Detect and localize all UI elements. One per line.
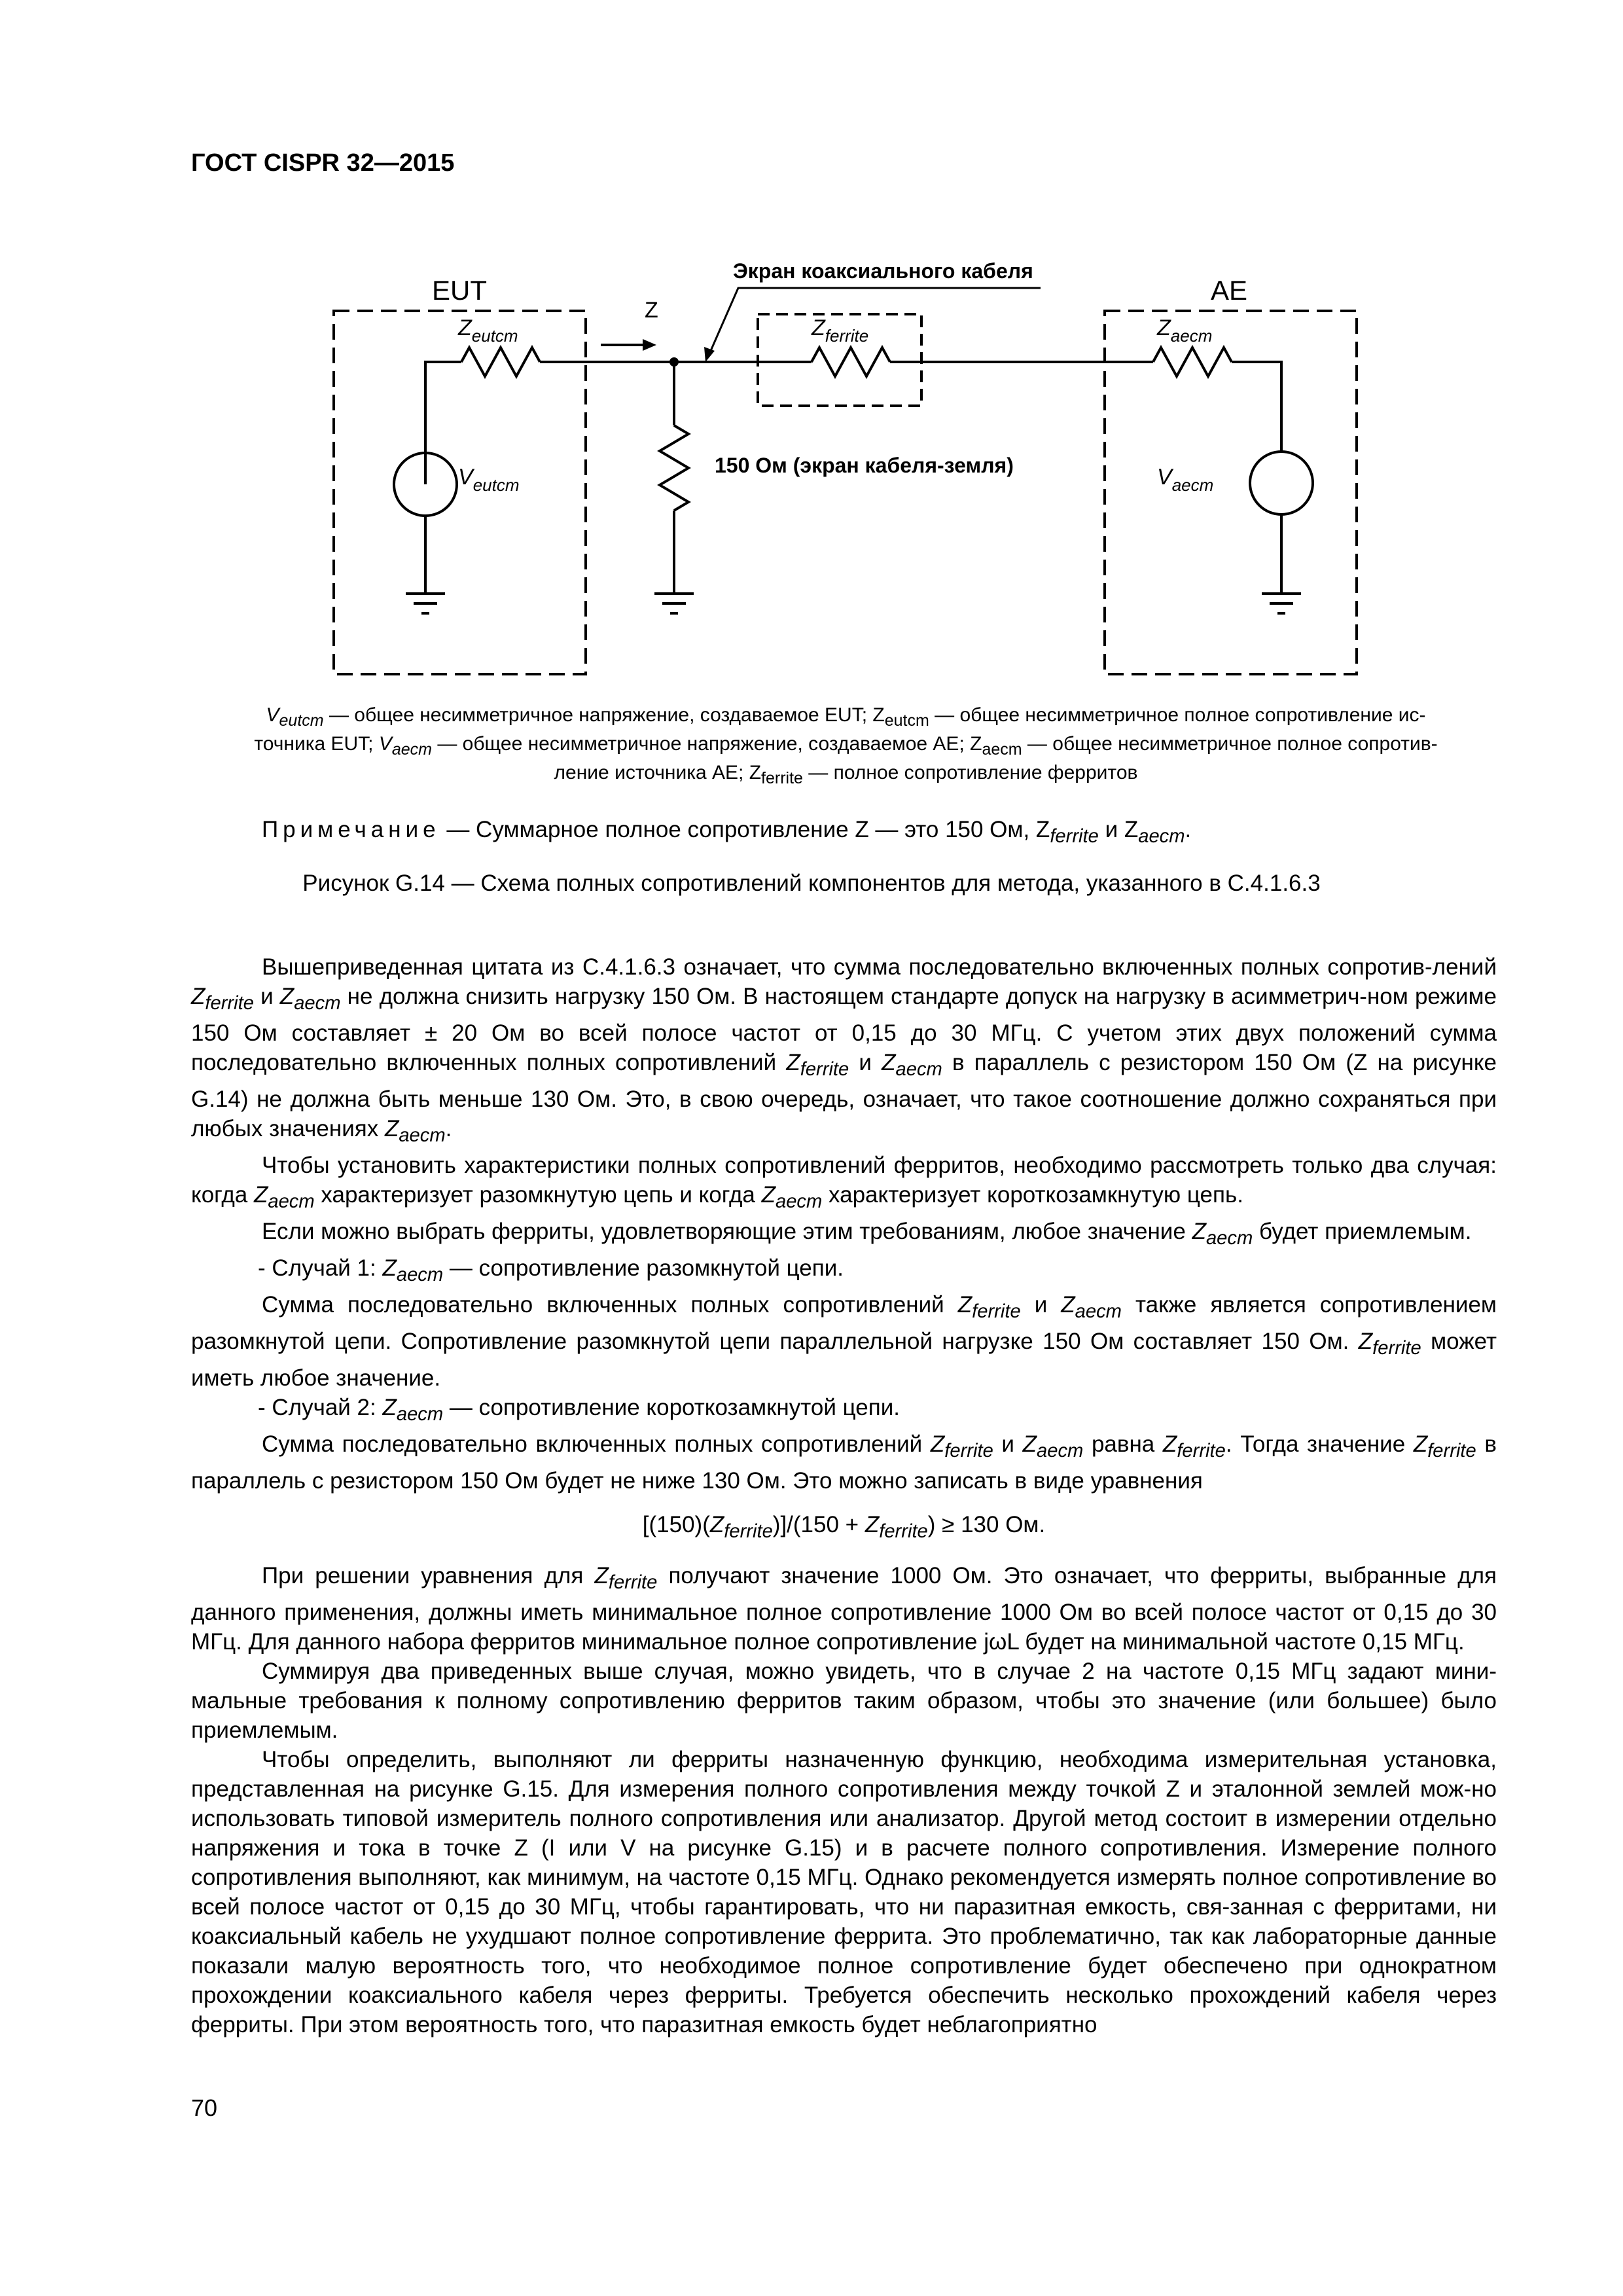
eut-box: [334, 311, 586, 674]
ground-ae: [1262, 594, 1301, 613]
paragraph: Сумма последовательно включенных полных сопротивлений $Z_{ferrite}$ и $Z_{aecm}$ также является сопротивлением разомкнутой цепи. Сопротивление разомкнутой цепи параллельной нагрузке 150 Ом составляет 150 Ом. $Z_{ferrite}$ может иметь любое значение.: [191, 1292, 1497, 1391]
vae-source: [1250, 452, 1313, 514]
paragraph: При решении уравнения для $Z_{ferrite}$ получают значение 1000 Ом. Это означает, что ферриты, выбранные для данного применения, должны иметь минимальное полное сопротивление 1000 Ом во всей полосе частот от 0,15 до 30 МГц. Для данного набора ферритов минимальное полное сопротивление jωL будет на минимальной частоте 0,15 МГц.: [191, 1563, 1497, 1655]
label-cable-shield: Экран коаксиального кабеля: [733, 259, 1033, 283]
paragraph: Если можно выбрать ферриты, удовлетворяющие этим требованиям, любое значение $Z_{aecm}$ будет приемлемым.: [262, 1219, 1472, 1249]
label-vae: $V_{aecm}$: [1157, 465, 1214, 495]
paragraph: Чтобы установить характеристики полных сопротивлений ферритов, необходимо рассмотреть только два случая: когда $Z_{aecm}$ характеризует разомкнутую цепь и когда $Z_{aecm}$ характеризует короткозамкнутую цепь.: [191, 1153, 1497, 1212]
label-veut: $V_{eutcm}$: [458, 465, 520, 495]
document-header: ГОСТ CISPR 32—2015: [191, 149, 455, 177]
paragraph: Суммируя два приведенных выше случая, можно увидеть, что в случае 2 на частоте 0,15 МГц задают мини-мальные требования к полному сопротивлению ферритов таким образом, чтобы это значение (или большее) было приемлемым.: [191, 1659, 1497, 1743]
ground-eut: [406, 594, 445, 613]
shunt-resistor: [660, 425, 688, 511]
label-ae: AE: [1211, 275, 1248, 306]
label-z: Z: [645, 298, 658, 323]
zferrite-resistor: [812, 348, 890, 376]
page-number: 70: [191, 2094, 218, 2121]
body-text: [191, 952, 1497, 2039]
label-eut: EUT: [432, 275, 487, 306]
impedance-circuit-diagram: [0, 0, 1623, 740]
junction-node: [669, 357, 679, 367]
ae-box: [1105, 311, 1357, 674]
label-zae: $Z_{aecm}$: [1157, 315, 1213, 346]
ground-shunt: [654, 594, 694, 613]
label-zeut: $Z_{eutcm}$: [458, 315, 518, 346]
zae-resistor: [1153, 348, 1232, 376]
equation: $[(150)(Z_{ferrite})]/(150 + Z_{ferrite}) \ge 130$ Ом.: [642, 1512, 1046, 1542]
paragraph: Чтобы определить, выполняют ли ферриты назначенную функцию, необходима измерительная установка, представленная на рисунке G.15. Для измерения полного сопротивления между точкой Z и эталонной землей мож-но использовать типовой измеритель полного сопротивления или анализатор. Другой метод состоит в измерении отдельно напряжения и тока в точке Z (I или V на рисунке G.15) и в расчете полного сопротивления. Измерение полного сопротивления выполняют, как минимум, на частоте 0,15 МГц. Однако рекомендуется измерять полное сопротивление во всей полосе частот от 0,15 до 30 МГц, чтобы гарантировать, что ни паразитная емкость, свя-занная с ферритами, ни коаксиальный кабель не ухудшают полное сопротивление феррита. Это проблематично, так как лабораторные данные показали малую вероятность того, что необходимое полное сопротивление будет обеспечено при однократном прохождении коаксиального кабеля через ферриты. Требуется обеспечить несколько прохождений кабеля через ферриты. При этом вероятность того, что паразитная емкость будет неблагоприятно: [191, 1747, 1497, 2037]
figure-caption: Рисунок G.14 — Схема полных сопротивлений компонентов для метода, указанного в C.4.1.6.3: [302, 870, 1321, 896]
paragraph: Вышеприведенная цитата из C.4.1.6.3 означает, что сумма последовательно включенных полных сопротив-лений $Z_{ferrite}$ и $Z_{aecm}$ не должна снизить нагрузку 150 Ом. В настоящем стандарте допуск на нагрузку в асимметрич-ном режиме 150 Ом составляет ± 20 Ом во всей полосе частот от 0,15 до 30 МГц. С учетом этих двух положений сумма последовательно включенных полных сопротивлений $Z_{ferrite}$ и $Z_{aecm}$ в параллель с резистором 150 Ом (Z на рисунке G.14) не должна быть меньше 130 Ом. Это, в свою очередь, означает, что такое соотношение должно сохраняться при любых значениях $Z_{aecm}$.: [191, 954, 1497, 1146]
label-zferrite: $Z_{ferrite}$: [812, 315, 869, 346]
list-item: - Случай 2: $Z_{aecm}$ — сопротивление короткозамкнутой цепи.: [258, 1395, 900, 1425]
zeut-resistor: [461, 348, 540, 376]
label-resistor-150: 150 Ом (экран кабеля-земля): [715, 454, 1014, 477]
paragraph: Сумма последовательно включенных полных сопротивлений $Z_{ferrite}$ и $Z_{aecm}$ равна $Z_{ferrite}$. Тогда значение $Z_{ferrite}$ в параллель с резистором 150 Ом будет не ниже 130 Ом. Это можно записать в виде уравнения: [191, 1431, 1497, 1494]
figure-note: Примечание — Суммарное полное сопротивление Z — это 150 Ом, $Z_{ferrite}$ и $Z_{aecm}$.: [262, 817, 1192, 847]
list-item: - Случай 1: $Z_{aecm}$ — сопротивление разомкнутой цепи.: [258, 1255, 844, 1285]
figure-legend: $V_{eutcm}$ — общее несимметричное напряжение, создаваемое EUT; $Z_{eutcm}$ — общее несимметричное полное сопротивление ис- точника EUT; $V_{aecm}$ — общее несимметричное напряжение, создаваемое AE; $Z_{aecm}$ — общее несимметричное полное сопротив- ление источника AE; $Z_{ferrite}$ — полное сопротивление ферритов: [254, 704, 1438, 787]
